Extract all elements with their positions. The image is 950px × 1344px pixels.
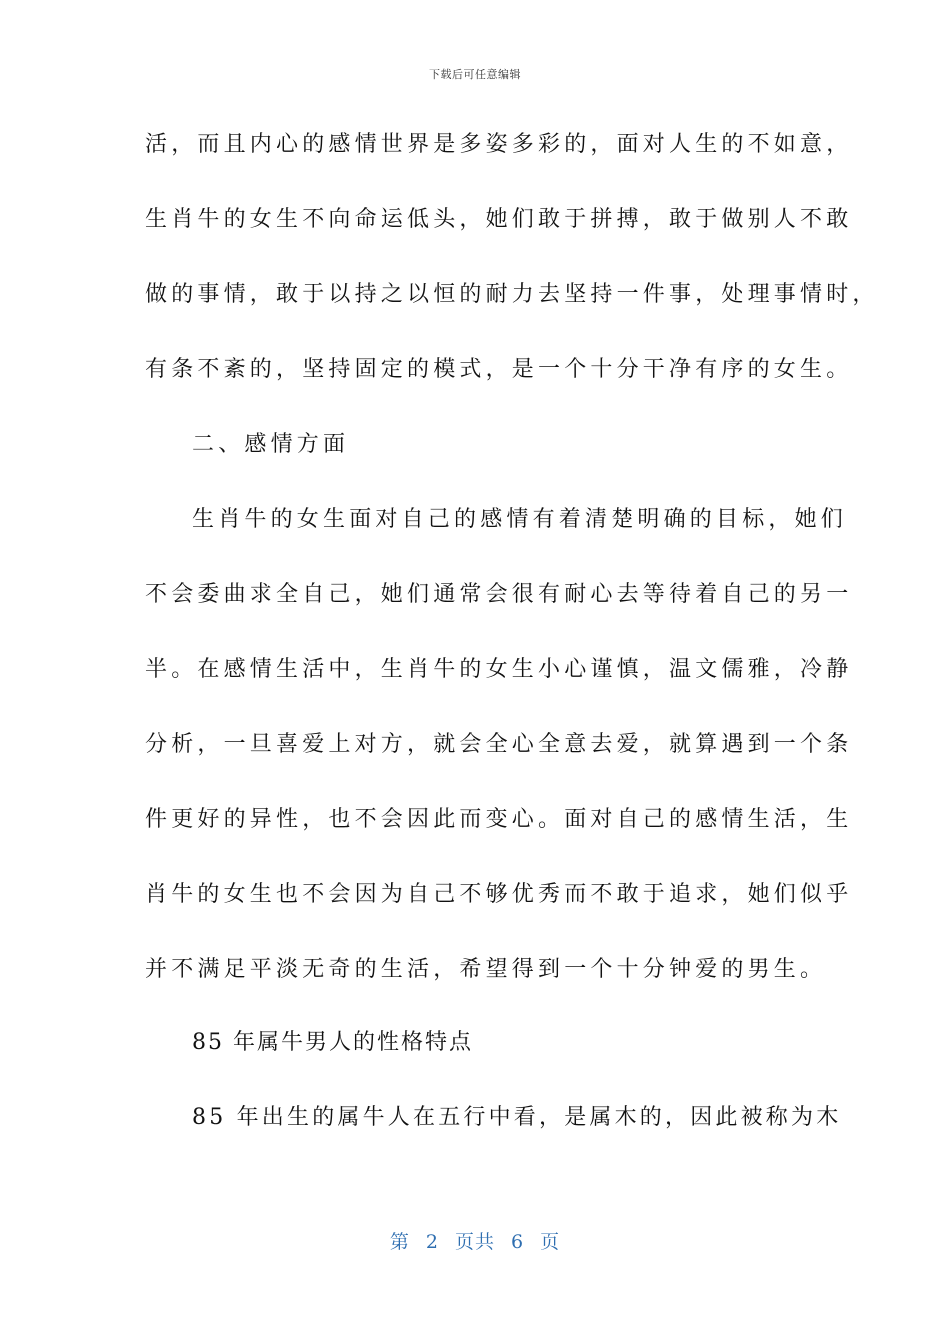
body-line-1: 活，而且内心的感情世界是多姿多彩的，面对人生的不如意， — [145, 132, 853, 157]
body-line-3: 做的事情，敢于以持之以恒的耐力去坚持一件事，处理事情时， — [145, 282, 879, 307]
body-line-9: 分析，一旦喜爱上对方，就会全心全意去爱，就算遇到一个条 — [145, 732, 853, 757]
body-line-8: 半。在感情生活中，生肖牛的女生小心谨慎，温文儒雅，冷静 — [145, 657, 853, 682]
footer-page-number: 2 — [425, 1231, 439, 1253]
page-footer — [0, 1227, 950, 1254]
footer-label-di: 第 — [389, 1231, 410, 1253]
body-line-14: 85 年出生的属牛人在五行中看，是属木的，因此被称为木 — [192, 1105, 842, 1130]
body-line-2: 生肖牛的女生不向命运低头，她们敢于拼搏，敢于做别人不敢 — [145, 207, 853, 232]
body-line-12: 并不满足平淡无奇的生活，希望得到一个十分钟爱的男生。 — [145, 957, 827, 982]
section-heading: 二、感情方面 — [192, 432, 350, 457]
body-line-10: 件更好的异性，也不会因此而变心。面对自己的感情生活，生 — [145, 807, 853, 832]
body-line-6: 生肖牛的女生面对自己的感情有着清楚明确的目标，她们 — [192, 507, 848, 532]
footer-label-ye-gong: 页共 — [454, 1231, 495, 1253]
header-note: 下载后可任意编辑 — [429, 68, 521, 81]
body-line-4: 有条不紊的，坚持固定的模式，是一个十分干净有序的女生。 — [145, 357, 853, 382]
footer-total-pages: 6 — [511, 1231, 525, 1253]
subheading: 85 年属牛男人的性格特点 — [192, 1030, 473, 1055]
body-line-7: 不会委曲求全自己，她们通常会很有耐心去等待着自己的另一 — [145, 582, 853, 607]
footer-label-ye: 页 — [540, 1231, 561, 1253]
body-line-11: 肖牛的女生也不会因为自己不够优秀而不敢于追求，她们似乎 — [145, 882, 853, 907]
